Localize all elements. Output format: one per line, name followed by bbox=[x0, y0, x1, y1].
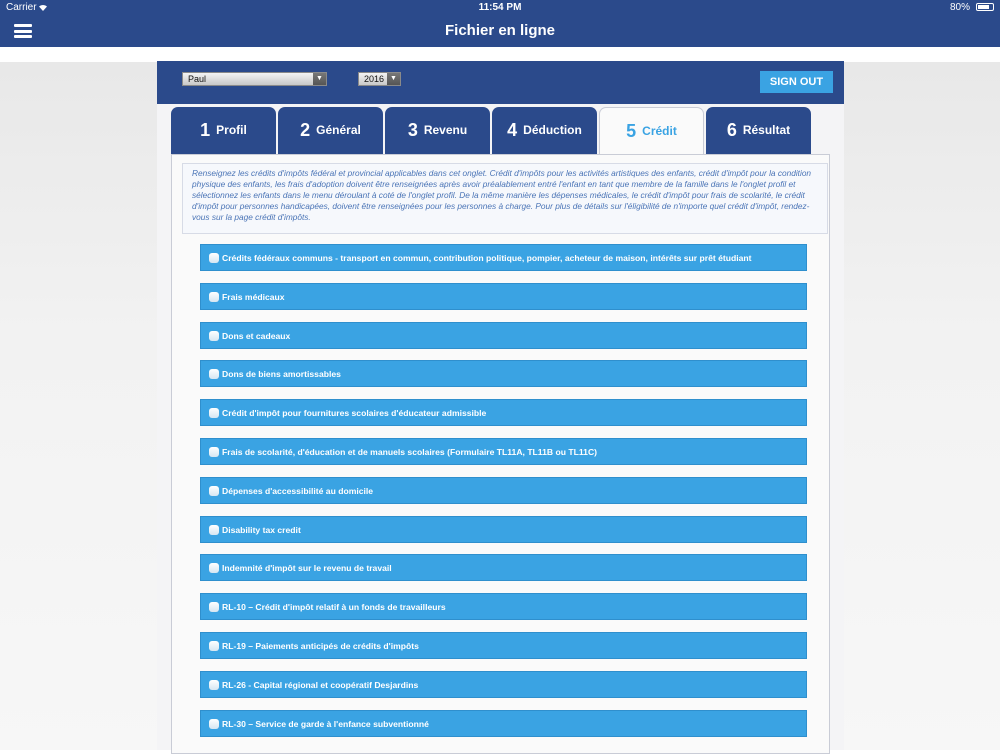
credit-row[interactable] bbox=[200, 399, 807, 426]
battery-percent: 80% bbox=[949, 2, 970, 13]
credit-row-label: Indemnité d'impôt sur le revenu de travail bbox=[222, 563, 392, 574]
tab-1[interactable] bbox=[278, 107, 383, 154]
credit-row-label: RL-19 – Paiements anticipés de crédits d'impôts bbox=[222, 641, 419, 651]
checkbox-icon[interactable] bbox=[209, 253, 219, 263]
credit-row[interactable] bbox=[200, 322, 807, 349]
year-select-value: 2016 bbox=[364, 74, 385, 84]
page-title: Fichier en ligne bbox=[444, 22, 556, 39]
credit-row[interactable] bbox=[200, 438, 807, 465]
tab-label: Profil bbox=[216, 123, 247, 137]
credit-row-label: Dons et cadeaux bbox=[222, 330, 291, 341]
tab-label: Crédit bbox=[642, 124, 677, 138]
tab-number: 1 bbox=[200, 120, 211, 140]
checkbox-icon[interactable] bbox=[209, 641, 219, 651]
credit-panel bbox=[171, 154, 830, 754]
checkbox-icon[interactable] bbox=[209, 292, 219, 302]
checkbox-icon[interactable] bbox=[209, 602, 219, 612]
credit-row[interactable] bbox=[200, 632, 807, 659]
credit-row-label: RL-10 – Crédit d'impôt relatif à un fonds de travailleurs bbox=[222, 602, 446, 613]
credit-row-label: Crédits fédéraux communs - transport en commun, contribution politique, pompier, acheteur de maison, intérêts sur prêt étudiant bbox=[222, 253, 752, 263]
person-select-value: Paul bbox=[188, 74, 207, 84]
checkbox-icon[interactable] bbox=[209, 447, 219, 457]
credit-row[interactable] bbox=[200, 516, 807, 543]
clock: 11:54 PM bbox=[478, 2, 522, 13]
checkbox-icon[interactable] bbox=[209, 563, 219, 573]
card-header bbox=[157, 61, 844, 104]
tab-5[interactable] bbox=[706, 107, 811, 154]
credit-row[interactable] bbox=[200, 554, 807, 581]
tab-2[interactable] bbox=[385, 107, 490, 154]
checkbox-icon[interactable] bbox=[209, 486, 219, 496]
credit-row-label: Crédit d'impôt pour fournitures scolaires d'éducateur admissible bbox=[222, 408, 487, 419]
battery-icon bbox=[976, 3, 994, 11]
credit-row-label: RL-30 – Service de garde à l'enfance subventionné bbox=[222, 718, 429, 729]
credit-row[interactable] bbox=[200, 593, 807, 620]
main-card bbox=[157, 61, 844, 750]
credit-row[interactable] bbox=[200, 283, 807, 310]
tab-number: 6 bbox=[726, 120, 737, 140]
credit-row-label: Disability tax credit bbox=[222, 524, 301, 535]
credit-row-label: Dépenses d'accessibilité au domicile bbox=[222, 485, 374, 496]
tab-number: 4 bbox=[507, 120, 518, 140]
sign-out-button[interactable]: SIGN OUT bbox=[760, 71, 833, 93]
credit-row-label: Frais de scolarité, d'éducation et de manuels scolaires (Formulaire TL11A, TL11B ou TL11C) bbox=[222, 447, 598, 457]
credit-row-label: Dons de biens amortissables bbox=[222, 369, 341, 380]
chevron-down-icon: ▼ bbox=[313, 73, 326, 85]
tab-label: Revenu bbox=[423, 123, 468, 137]
credit-row[interactable] bbox=[200, 671, 807, 698]
checkbox-icon[interactable] bbox=[209, 331, 219, 341]
credit-row-label: RL-26 - Capital régional et coopératif Desjardins bbox=[222, 679, 419, 690]
checkbox-icon[interactable] bbox=[209, 408, 219, 418]
tab-4[interactable] bbox=[599, 107, 704, 154]
tab-label: Déduction bbox=[523, 123, 582, 137]
credit-row[interactable] bbox=[200, 477, 807, 504]
tab-number: 2 bbox=[300, 120, 311, 140]
info-box: Renseignez les crédits d'impôts fédéral et provincial applicables dans cet onglet. Crédit d'impôts pour les activités artistiques des enfants, crédit d'impôt pour la condition physique des enfants, les frais d'adoption doivent être renseignées après avoir préalablement entré l'enfant en tant que membre de la famille dans le l'onglet profil et sélectionnez les enfants dans le menu déroulant à coté de l'onglet profil. De la même manière les dépenses médicales, le crédit d'impôt pour frais de scolarité, le crédit d'impôt pour personnes handicapées, doivent être renseignées pour les personnes à charge. Pour plus de détails sur l'éligibilité de n'importe quel crédit d'impôt, rendez-vous sur la page crédit d'impôts. bbox=[182, 163, 828, 234]
tab-3[interactable] bbox=[492, 107, 597, 154]
checkbox-icon[interactable] bbox=[209, 680, 219, 690]
year-select[interactable] bbox=[358, 72, 401, 86]
status-bar bbox=[0, 0, 1000, 15]
checkbox-icon[interactable] bbox=[209, 719, 219, 729]
carrier-label: Carrier bbox=[6, 2, 37, 13]
checkbox-icon[interactable] bbox=[209, 525, 219, 535]
nav-bar bbox=[0, 15, 1000, 47]
tab-label: Général bbox=[316, 123, 361, 137]
credit-row[interactable] bbox=[200, 360, 807, 387]
step-tabs bbox=[171, 107, 831, 154]
tab-number: 3 bbox=[407, 120, 418, 140]
credit-row-label: Frais médicaux bbox=[222, 291, 285, 302]
checkbox-icon[interactable] bbox=[209, 369, 219, 379]
person-select[interactable] bbox=[182, 72, 327, 86]
credit-row[interactable] bbox=[200, 710, 807, 737]
credit-row[interactable] bbox=[200, 244, 807, 271]
tab-0[interactable] bbox=[171, 107, 276, 154]
tab-number: 5 bbox=[626, 121, 637, 141]
tab-label: Résultat bbox=[742, 123, 791, 137]
chevron-down-icon: ▼ bbox=[387, 73, 400, 85]
